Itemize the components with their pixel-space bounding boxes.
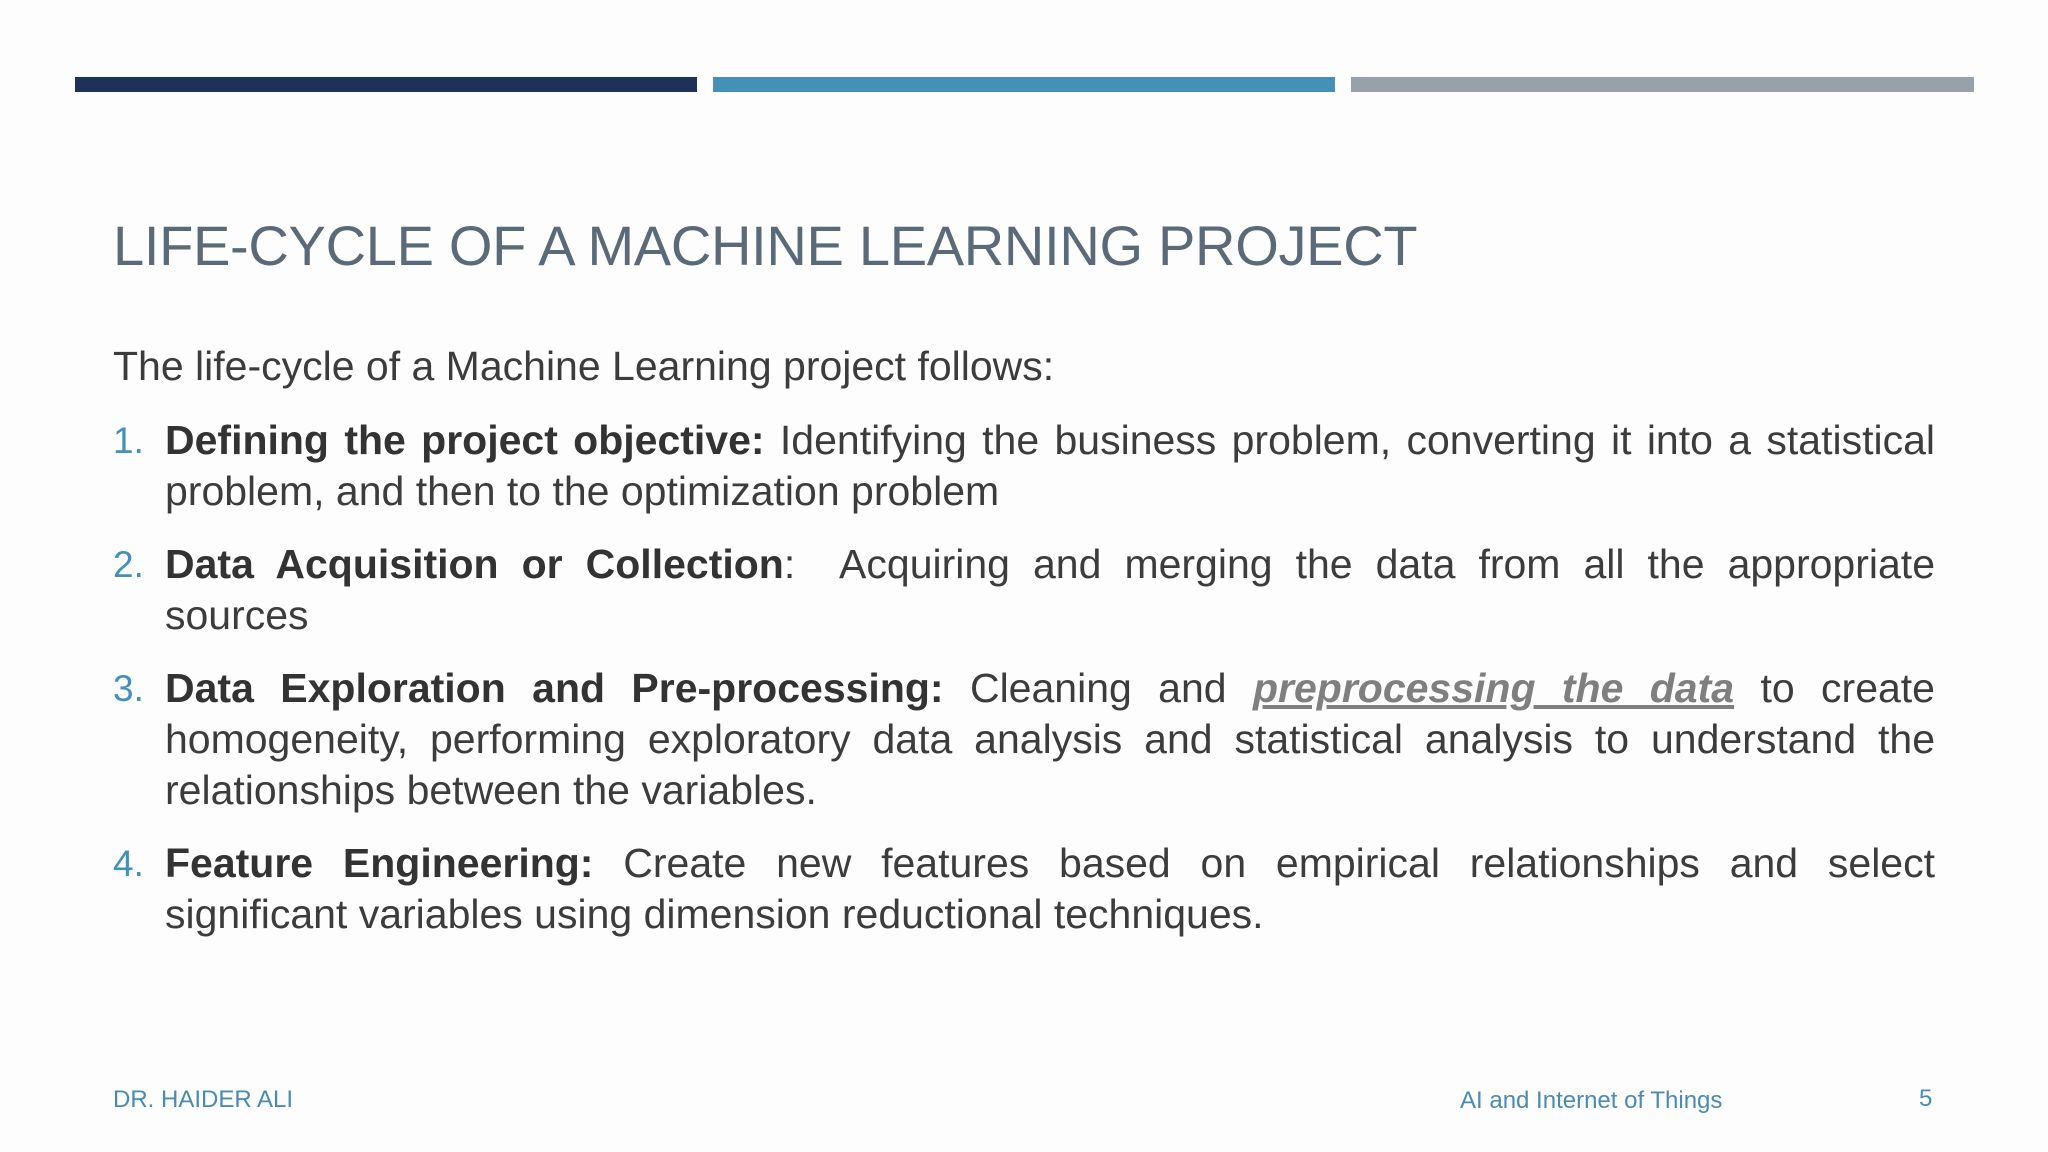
list-item-text: Cleaning and (943, 665, 1253, 711)
list-item-number: 1. (113, 420, 144, 461)
list-item-text: to create homogeneity, performing exploratory data analysis and statistical analysis to understand the relationships between the variables. (165, 665, 1935, 813)
list-item (113, 838, 1935, 940)
lifecycle-list (113, 415, 1935, 962)
slide-title: LIFE-CYCLE OF A MACHINE LEARNING PROJECT (113, 214, 1418, 277)
intro-text: The life-cycle of a Machine Learning project follows: (113, 343, 1055, 389)
list-item-text: Identifying the business problem, converting it into a statistical problem, and then to the optimization problem (165, 417, 1936, 514)
list-item-text: Create new features based on empirical relationships and select significant variables using dimension reductional techniques. (165, 840, 1935, 937)
preprocessing-link[interactable]: preprocessing the data (1252, 665, 1735, 711)
footer-page-number: 5 (1919, 1085, 1933, 1112)
list-item-number: 4. (113, 843, 144, 884)
list-item (113, 539, 1935, 641)
list-item (113, 663, 1935, 816)
header-bar-gray (1351, 77, 1974, 92)
list-item (113, 415, 1935, 517)
list-item-text: Acquiring and merging the data from all the appropriate sources (165, 541, 1935, 638)
list-item-heading: Data Exploration and Pre-processing: (165, 665, 944, 711)
list-item-number: 2. (113, 544, 144, 585)
list-item-heading: Feature Engineering: (165, 840, 594, 886)
list-item-separator: : (783, 541, 840, 587)
list-item-heading: Data Acquisition or Collection (165, 541, 784, 587)
list-item-number: 3. (113, 668, 144, 709)
footer-course: AI and Internet of Things (1460, 1087, 1723, 1114)
header-bar-light-blue (713, 77, 1335, 92)
list-item-heading: Defining the project objective: (165, 417, 765, 463)
footer-author: DR. HAIDER ALI (113, 1086, 294, 1113)
header-bar-dark-blue (75, 77, 697, 92)
